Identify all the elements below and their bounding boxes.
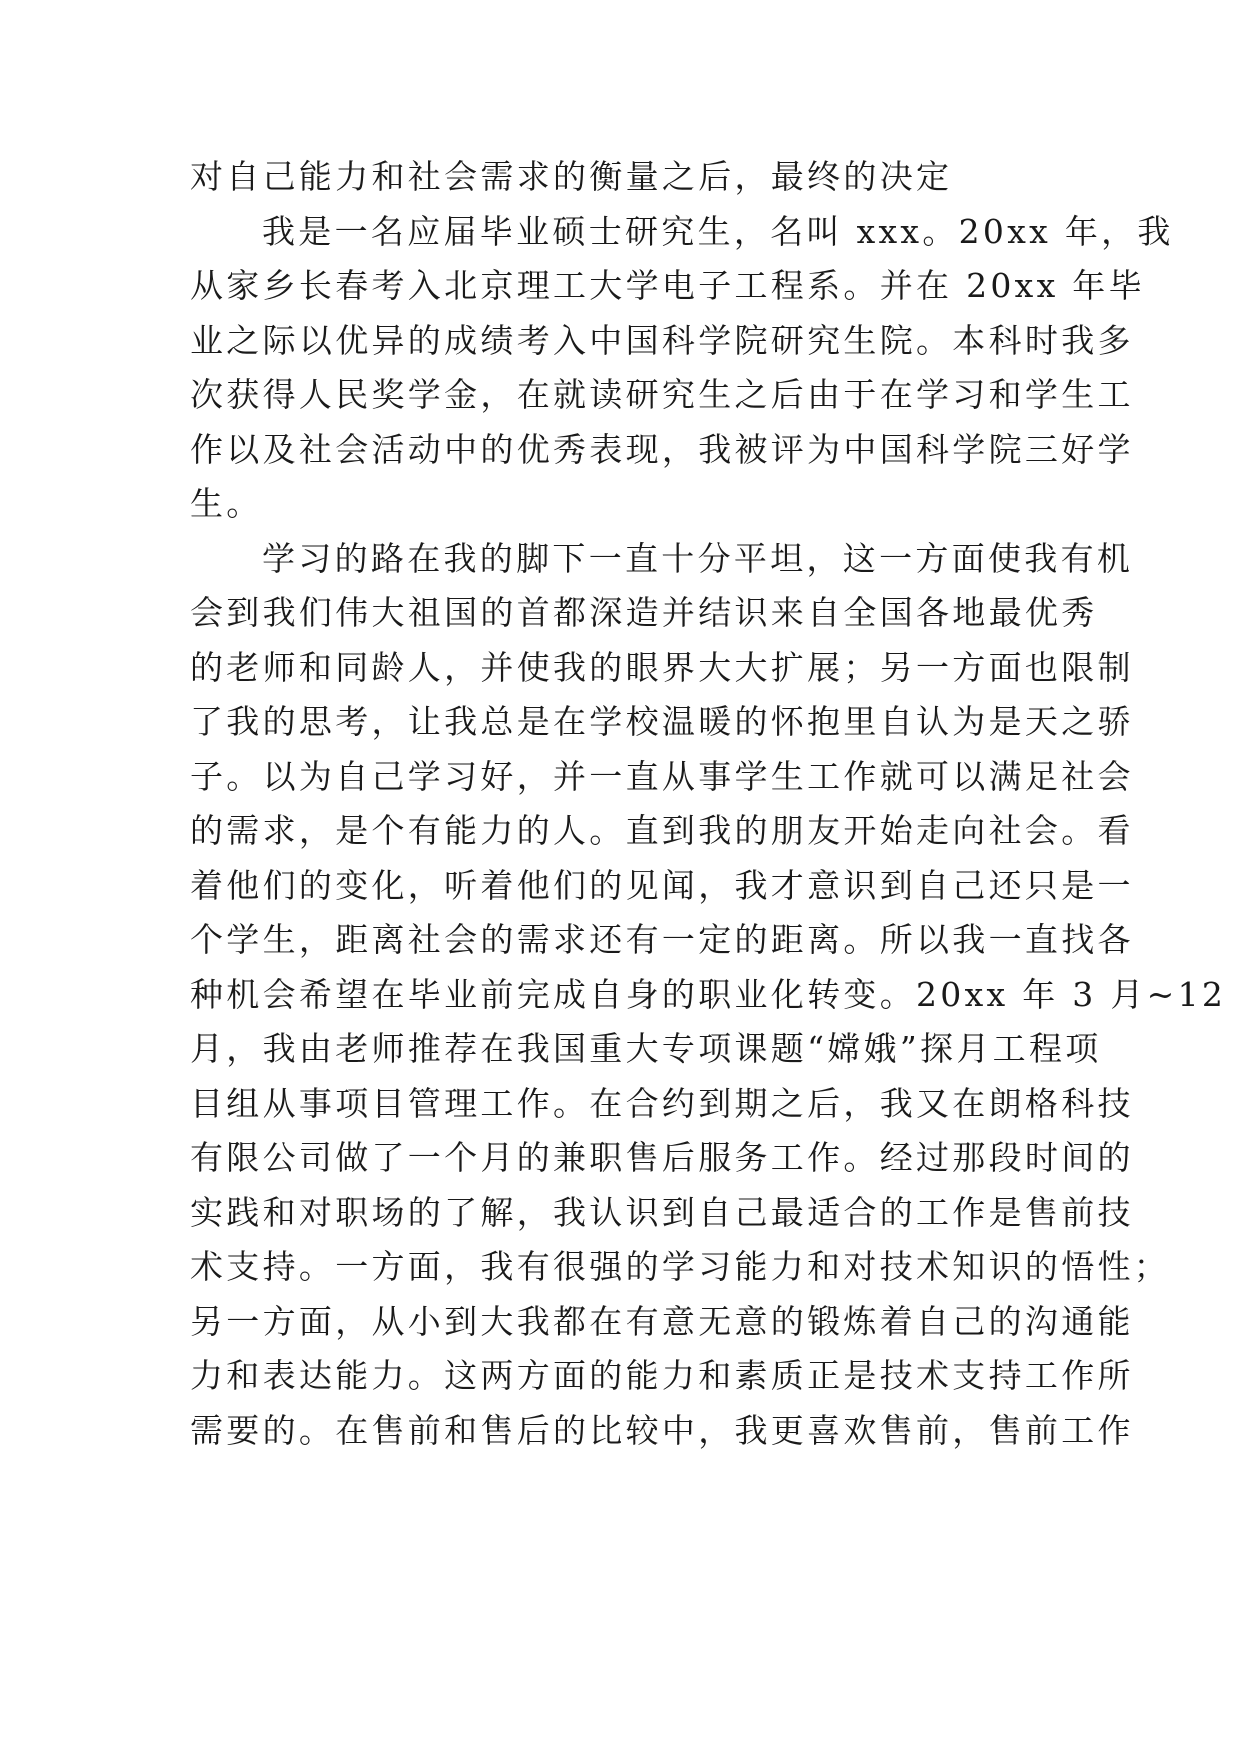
- text-line: 业之际以优异的成绩考入中国科学院研究生院。本科时我多: [190, 320, 1134, 360]
- text-line: 会到我们伟大祖国的首都深造并结识来自全国各地最优秀: [190, 593, 1098, 632]
- text-line: 目组从事项目管理工作。在合约到期之后，我又在朗格科技: [190, 1083, 1134, 1123]
- text-line: 了我的思考，让我总是在学校温暖的怀抱里自认为是天之骄: [190, 702, 1134, 741]
- text-line: 另一方面，从小到大我都在有意无意的锻炼着自己的沟通能: [190, 1301, 1134, 1341]
- text-line: 术支持。一方面，我有很强的学习能力和对技术知识的悟性；: [190, 1247, 1171, 1286]
- document-body: [190, 150, 1227, 1458]
- text-line: 力和表达能力。这两方面的能力和素质正是技术支持工作所: [190, 1356, 1134, 1395]
- text-line: 着他们的变化，听着他们的见闻，我才意识到自己还只是一: [190, 865, 1134, 905]
- text-line: 的老师和同龄人，并使我的眼界大大扩展；另一方面也限制: [190, 647, 1134, 687]
- text-line: 的需求，是个有能力的人。直到我的朋友开始走向社会。看: [190, 811, 1134, 850]
- text-line: 从家乡长春考入北京理工大学电子工程系。并在 20xx 年毕: [190, 266, 1145, 305]
- text-line: 学习的路在我的脚下一直十分平坦，这一方面使我有机: [262, 538, 1134, 578]
- text-line: 次获得人民奖学金，在就读研究生之后由于在学习和学生工: [190, 375, 1134, 414]
- text-line: 生。: [190, 484, 263, 523]
- text-line: 个学生，距离社会的需求还有一定的距离。所以我一直找各: [190, 920, 1134, 959]
- text-line: 作以及社会活动中的优秀表现，我被评为中国科学院三好学: [190, 429, 1134, 469]
- text-line: 实践和对职场的了解，我认识到自己最适合的工作是售前技: [190, 1192, 1134, 1232]
- text-line: 子。以为自己学习好，并一直从事学生工作就可以满足社会: [190, 756, 1134, 796]
- text-line: 我是一名应届毕业硕士研究生，名叫 xxx。20xx 年，我: [262, 211, 1174, 251]
- text-line: 有限公司做了一个月的兼职售后服务工作。经过那段时间的: [190, 1138, 1134, 1177]
- text-line: 种机会希望在毕业前完成自身的职业化转变。20xx 年 3 月~12: [190, 974, 1227, 1014]
- text-line: 月，我由老师推荐在我国重大专项课题“嫦娥”探月工程项: [190, 1029, 1102, 1068]
- text-line: 需要的。在售前和售后的比较中，我更喜欢售前，售前工作: [190, 1410, 1134, 1450]
- text-line: 对自己能力和社会需求的衡量之后，最终的决定: [190, 157, 953, 196]
